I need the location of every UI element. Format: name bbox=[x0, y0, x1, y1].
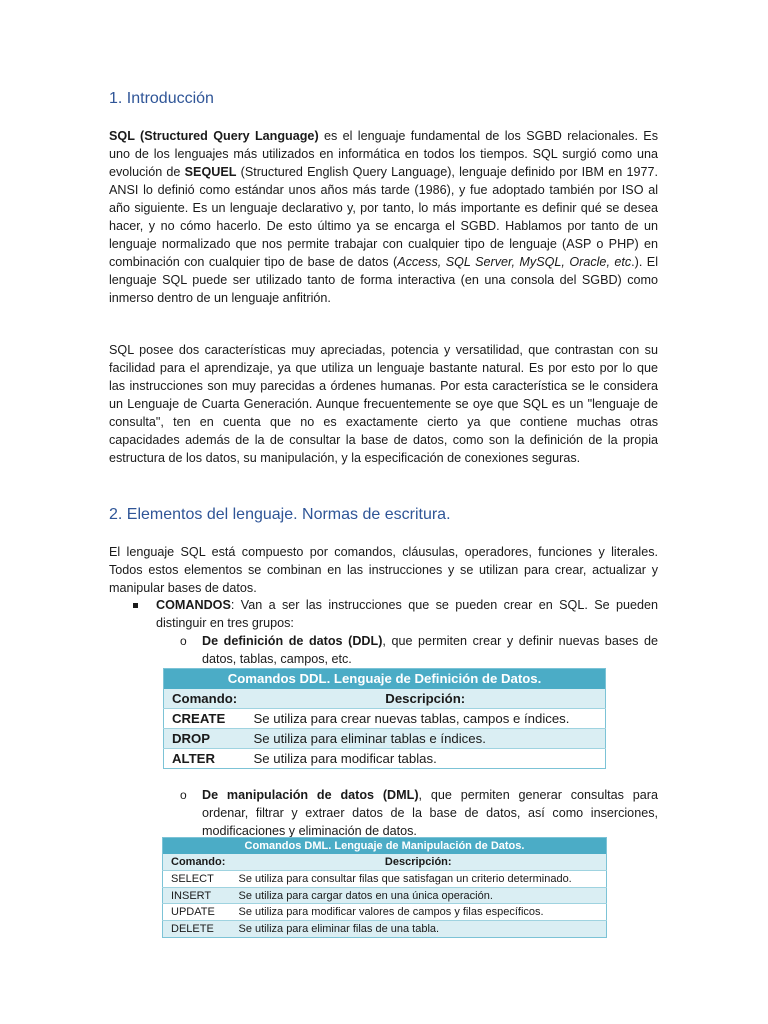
table-row: DELETE Se utiliza para eliminar filas de una tabla. bbox=[163, 920, 607, 937]
dml-table-title: Comandos DML. Lenguaje de Manipulación de Datos. bbox=[163, 838, 607, 855]
database-examples: Access, SQL Server, MySQL, Oracle, etc bbox=[397, 255, 632, 269]
section-1-paragraph-1: SQL (Structured Query Language) es el lenguaje fundamental de los SGBD relacionales. Es uno de los lenguajes más utilizados en informática en todos los tiempos. SQL surgió como una evolución de SEQUEL (Structured English Query Language), lenguaje definido por IBM en 1977. ANSI lo definió como estándar unos años más tarde (1986), y fue adoptado también por ISO al año siguiente. Es un lenguaje declarativo y, por tanto, lo más importante es definir qué se desea hacer, y no cómo hacerlo. De esto último ya se encarga el SGBD. Hablamos por tanto de un lenguaje normalizado que nos permite trabajar con cualquier tipo de lenguaje (ASP o PHP) en combinación con cualquier tipo de base de datos (Access, SQL Server, MySQL, Oracle, etc.). El lenguaje SQL puede ser utilizado tanto de forma interactiva (en una consola del SGBD) como inmerso dentro de un lenguaje anfitrión. bbox=[109, 129, 658, 305]
circle-bullet-icon: o bbox=[180, 788, 187, 802]
dml-col-command: Comando: bbox=[163, 854, 231, 871]
table-row: UPDATE Se utiliza para modificar valores de campos y filas específicos. bbox=[163, 904, 607, 921]
table-row: SELECT Se utiliza para consultar filas que satisfagan un criterio determinado. bbox=[163, 871, 607, 888]
ddl-col-description: Descripción: bbox=[246, 689, 606, 709]
dml-bullet: De manipulación de datos (DML), que permiten generar consultas para ordenar, filtrar y extraer datos de la base de datos, así como inserciones, modificaciones y eliminación de datos. bbox=[202, 788, 658, 838]
sql-term: SQL (Structured Query Language) bbox=[109, 129, 319, 143]
section-2-intro: El lenguaje SQL está compuesto por comandos, cláusulas, operadores, funciones y literales. Todos estos elementos se combinan en las instrucciones y se utilizan para crear, actualizar y manipular bases de datos. bbox=[109, 545, 658, 595]
ddl-commands-table bbox=[163, 668, 606, 769]
comandos-bullet: COMANDOS: Van a ser las instrucciones que se pueden crear en SQL. Se pueden distinguir en tres grupos: bbox=[156, 598, 658, 630]
sequel-term: SEQUEL bbox=[184, 165, 237, 179]
dml-col-description: Descripción: bbox=[231, 854, 607, 871]
table-row: ALTER Se utiliza para modificar tablas. bbox=[164, 749, 606, 769]
table-row: CREATE Se utiliza para crear nuevas tablas, campos e índices. bbox=[164, 709, 606, 729]
ddl-col-command: Comando: bbox=[164, 689, 246, 709]
table-row: INSERT Se utiliza para cargar datos en una única operación. bbox=[163, 887, 607, 904]
dml-commands-table bbox=[162, 837, 607, 938]
circle-bullet-icon: o bbox=[180, 634, 187, 648]
section-2-heading: 2. Elementos del lenguaje. Normas de escritura. bbox=[109, 506, 451, 523]
square-bullet-icon bbox=[133, 603, 138, 608]
ddl-table-title: Comandos DDL. Lenguaje de Definición de Datos. bbox=[164, 669, 606, 689]
table-row: DROP Se utiliza para eliminar tablas e índices. bbox=[164, 729, 606, 749]
ddl-bullet: De definición de datos (DDL), que permiten crear y definir nuevas bases de datos, tablas, campos, etc. bbox=[202, 634, 658, 666]
section-1-heading: 1. Introducción bbox=[109, 90, 214, 107]
section-1-paragraph-2: SQL posee dos características muy apreciadas, potencia y versatilidad, que contrastan con su facilidad para el aprendizaje, ya que utiliza un lenguaje bastante natural. Es por esto por lo que las instrucciones son muy parecidas a órdenes humanas. Por esta característica se le considera un Lenguaje de Cuarta Generación. Aunque frecuentemente se oye que SQL es un "lenguaje de consulta", ten en cuenta que no es exactamente cierto ya que contiene muchas otras capacidades además de la de consultar la base de datos, como son la definición de la propia estructura de los datos, su manipulación, y la especificación de conexiones seguras. bbox=[109, 343, 658, 465]
